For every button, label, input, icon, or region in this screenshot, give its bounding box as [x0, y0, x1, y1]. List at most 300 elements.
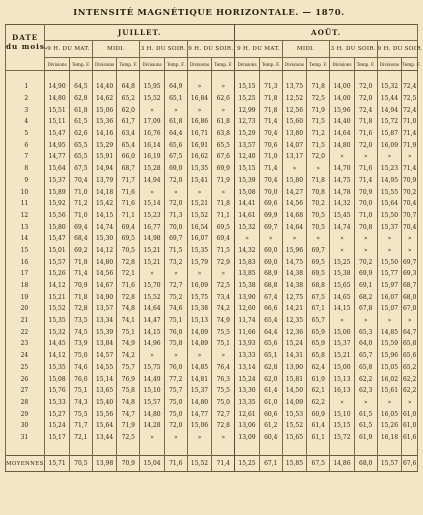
division-value: » — [235, 233, 260, 245]
temperature-value: 70,4 — [259, 175, 282, 187]
division-value: 15,26 — [45, 268, 70, 280]
temperature-value: 71,6 — [354, 128, 377, 140]
day-number: 11 — [6, 198, 45, 210]
division-value: 11,74 — [235, 315, 260, 327]
division-value: 12,35 — [282, 315, 307, 327]
temperature-value: » — [212, 186, 235, 198]
temperature-value: 72,1 — [69, 432, 92, 444]
divisions-header: Divisions — [140, 58, 165, 71]
day-number: 8 — [6, 163, 45, 175]
division-value: 14,80 — [187, 397, 212, 409]
temperature-value: 67,6 — [212, 151, 235, 163]
temperature-value: 75,2 — [164, 291, 187, 303]
temperature-value: 71,4 — [354, 175, 377, 187]
division-value: 15,37 — [330, 338, 355, 350]
time-header: 9 H. DU MAT. — [235, 41, 282, 58]
month-header-august: AOÛT. — [235, 25, 418, 41]
division-value: 16,19 — [140, 151, 165, 163]
temperature-value: 61,8 — [69, 104, 92, 116]
division-value: 17,09 — [140, 116, 165, 128]
division-value: 15,56 — [45, 210, 70, 222]
division-value: 12,61 — [235, 408, 260, 420]
division-value: » — [377, 151, 402, 163]
division-value: 14,85 — [187, 362, 212, 374]
temperature-value: 74,9 — [117, 338, 140, 350]
temperature-value: 61,5 — [354, 408, 377, 420]
temperature-value: 64,0 — [354, 338, 377, 350]
table-row — [6, 280, 418, 292]
division-value: 14,38 — [282, 280, 307, 292]
division-value: 15,32 — [235, 221, 260, 233]
division-value: 15,47 — [45, 128, 70, 140]
temperature-value: » — [164, 350, 187, 362]
mean-division-value: 15,85 — [282, 456, 307, 472]
temperature-value: 67,5 — [307, 291, 330, 303]
temperature-value: 71,8 — [307, 81, 330, 93]
division-value: 15,95 — [140, 81, 165, 93]
temperature-value: 70,4 — [402, 198, 418, 210]
temperature-value: 75,5 — [69, 408, 92, 420]
day-number: 29 — [6, 408, 45, 420]
table-row — [6, 385, 418, 397]
time-header: 3 H. DU SOIR. — [330, 41, 377, 58]
day-number: 18 — [6, 280, 45, 292]
temperature-value: » — [402, 397, 418, 409]
division-value: 16,84 — [187, 93, 212, 105]
division-value: 15,13 — [330, 373, 355, 385]
division-value: » — [140, 104, 165, 116]
division-value: 15,00 — [330, 362, 355, 374]
division-value: 15,08 — [45, 373, 70, 385]
division-value: 13,57 — [92, 303, 117, 315]
division-value: 12,36 — [282, 326, 307, 338]
month-header-july: JUILLET. — [45, 25, 235, 41]
day-number: 7 — [6, 151, 45, 163]
means-label: MOYENNES. — [6, 456, 45, 472]
division-value: 15,23 — [140, 210, 165, 222]
temperature-value: 72,8 — [117, 256, 140, 268]
day-number: 20 — [6, 303, 45, 315]
temperature-value: 65,5 — [69, 151, 92, 163]
division-value: 11,66 — [235, 326, 260, 338]
temperature-value: 75,5 — [212, 326, 235, 338]
division-value: 14,78 — [330, 186, 355, 198]
division-value: 15,08 — [235, 186, 260, 198]
temperature-value: 70,7 — [402, 210, 418, 222]
division-value: 14,74 — [92, 221, 117, 233]
temperature-value: 73,4 — [212, 291, 235, 303]
division-value: 15,21 — [187, 198, 212, 210]
table-row — [6, 175, 418, 187]
temperature-value: » — [354, 315, 377, 327]
temperature-value: 72,8 — [212, 420, 235, 432]
division-value: 12,73 — [235, 116, 260, 128]
division-value: 13,57 — [235, 139, 260, 151]
temperature-value: 70,2 — [354, 256, 377, 268]
table-row — [6, 186, 418, 198]
division-value: » — [187, 432, 212, 444]
division-value: 16,05 — [377, 408, 402, 420]
division-value: 14,74 — [330, 221, 355, 233]
temperature-value: 70,8 — [307, 186, 330, 198]
division-value: 15,35 — [45, 315, 70, 327]
division-value: 15,15 — [235, 163, 260, 175]
temperature-value: 61,6 — [402, 432, 418, 444]
division-value: 14,80 — [92, 256, 117, 268]
division-value: 14,62 — [92, 93, 117, 105]
division-value: 14,80 — [45, 93, 70, 105]
temperature-header: Temp. F. — [69, 58, 92, 71]
division-value: 14,07 — [282, 139, 307, 151]
division-value: 15,06 — [187, 420, 212, 432]
division-value: 15,15 — [330, 420, 355, 432]
temperature-value: 69,9 — [354, 268, 377, 280]
temperature-value: 71,2 — [307, 128, 330, 140]
temperature-value: 74,2 — [212, 303, 235, 315]
temperature-value: 65,8 — [307, 350, 330, 362]
mean-temperature-value: 70,9 — [117, 456, 140, 472]
temperature-value: 72,0 — [354, 93, 377, 105]
division-value: 15,37 — [377, 221, 402, 233]
temperature-value: 75,8 — [117, 385, 140, 397]
temperature-value: 62,1 — [307, 385, 330, 397]
day-number: 17 — [6, 268, 45, 280]
day-number: 15 — [6, 245, 45, 257]
division-value: 15,38 — [235, 280, 260, 292]
temperature-value: 69,9 — [212, 163, 235, 175]
table-row — [6, 93, 418, 105]
division-value: 14,65 — [330, 291, 355, 303]
division-value: 14,12 — [45, 280, 70, 292]
temperature-value: 74,8 — [117, 397, 140, 409]
temperature-value: 65,6 — [259, 338, 282, 350]
table-row — [6, 362, 418, 374]
division-value: 13,79 — [92, 175, 117, 187]
temperature-value: 72,1 — [117, 268, 140, 280]
temperature-value: 70,4 — [402, 221, 418, 233]
temperature-value: 60,6 — [259, 408, 282, 420]
division-value: 13,33 — [235, 350, 260, 362]
temperature-value: 68,7 — [402, 280, 418, 292]
division-value: 14,55 — [92, 362, 117, 374]
temperature-value: 74,6 — [164, 303, 187, 315]
temperature-header: Temp. F. — [117, 58, 140, 71]
table-row — [6, 104, 418, 116]
table-row — [6, 233, 418, 245]
table-row — [6, 315, 418, 327]
temperature-value: 71,3 — [259, 81, 282, 93]
temperature-value: 62,8 — [259, 362, 282, 374]
day-number: 16 — [6, 256, 45, 268]
division-value: 15,38 — [330, 268, 355, 280]
temperature-value: 65,7 — [354, 350, 377, 362]
temperature-value: 71,6 — [354, 163, 377, 175]
temperature-value: 71,0 — [69, 186, 92, 198]
division-value: 16,71 — [187, 128, 212, 140]
division-value: 15,96 — [377, 350, 402, 362]
temperature-value: 61,5 — [354, 420, 377, 432]
divisions-header: Divisions — [187, 58, 212, 71]
division-value: 14,15 — [140, 326, 165, 338]
temperature-value: 69,5 — [212, 221, 235, 233]
division-value: 14,94 — [92, 163, 117, 175]
temperature-value: 61,9 — [354, 432, 377, 444]
division-value: 13,90 — [282, 362, 307, 374]
division-value: 15,96 — [330, 104, 355, 116]
temperature-value: 76,3 — [212, 373, 235, 385]
temperature-value: 75,7 — [117, 362, 140, 374]
division-value: 15,21 — [330, 350, 355, 362]
temperature-value: 72,8 — [69, 303, 92, 315]
temperature-value: 68,7 — [117, 163, 140, 175]
division-value: 15,01 — [45, 245, 70, 257]
temperature-value: 65,9 — [307, 338, 330, 350]
temperature-value: 72,5 — [402, 93, 418, 105]
temperature-value: 72,9 — [212, 256, 235, 268]
division-value: » — [377, 245, 402, 257]
table-row — [6, 338, 418, 350]
temperature-value: » — [212, 104, 235, 116]
division-value: 14,95 — [377, 175, 402, 187]
temperature-value: 72,4 — [402, 104, 418, 116]
time-header: 9 H. DU SOIR. — [187, 41, 235, 58]
division-value: 16,14 — [140, 139, 165, 151]
temperature-value: 73,9 — [69, 338, 92, 350]
division-value: 14,31 — [282, 350, 307, 362]
division-value: 14,77 — [187, 408, 212, 420]
temperature-value: 70,8 — [354, 221, 377, 233]
division-value: » — [330, 151, 355, 163]
division-value: 15,52 — [140, 291, 165, 303]
division-value: 12,99 — [235, 104, 260, 116]
temperature-value: » — [212, 81, 235, 93]
day-number: 22 — [6, 326, 45, 338]
division-value: 16,09 — [377, 139, 402, 151]
division-value: 15,70 — [140, 280, 165, 292]
division-value: 15,35 — [45, 362, 70, 374]
temperature-value: 67,5 — [69, 163, 92, 175]
division-value: 15,21 — [140, 256, 165, 268]
temperature-value: 71,9 — [117, 420, 140, 432]
temperature-value: 68,2 — [354, 291, 377, 303]
division-value: 16,54 — [187, 221, 212, 233]
day-number: 13 — [6, 221, 45, 233]
day-number: 19 — [6, 291, 45, 303]
temperature-value: 70,9 — [354, 186, 377, 198]
division-value: 15,52 — [140, 93, 165, 105]
division-value: 15,13 — [187, 315, 212, 327]
day-number: 3 — [6, 104, 45, 116]
division-value: 14,16 — [92, 128, 117, 140]
temperature-header: Temp. F. — [259, 58, 282, 71]
temperature-value: » — [212, 432, 235, 444]
division-value: 13,85 — [235, 268, 260, 280]
division-value: 14,09 — [282, 397, 307, 409]
temperature-value: 64,4 — [164, 128, 187, 140]
division-value: 15,97 — [377, 280, 402, 292]
temperature-value: 64,8 — [117, 81, 140, 93]
temperature-value: 75,1 — [164, 315, 187, 327]
temperature-value: 70,0 — [259, 186, 282, 198]
day-number: 28 — [6, 397, 45, 409]
temperature-value: 71,8 — [307, 175, 330, 187]
division-value: 13,44 — [92, 432, 117, 444]
mean-division-value: 15,57 — [377, 456, 402, 472]
temperature-value: 72,0 — [164, 175, 187, 187]
division-value: 15,30 — [92, 233, 117, 245]
division-value: 14,75 — [330, 175, 355, 187]
temperature-value: 69,0 — [259, 245, 282, 257]
temperature-value: 67,1 — [307, 303, 330, 315]
temperature-value: 65,3 — [354, 326, 377, 338]
division-value: 16,02 — [377, 373, 402, 385]
table-row — [6, 210, 418, 222]
temperature-value: 65,7 — [307, 315, 330, 327]
temperature-value: 68,8 — [307, 280, 330, 292]
division-value: 15,87 — [377, 128, 402, 140]
temperature-value: 71,9 — [307, 104, 330, 116]
temperature-value: 68,9 — [259, 268, 282, 280]
divisions-header: Divisions — [235, 58, 260, 71]
division-value: 15,42 — [92, 198, 117, 210]
division-value: 14,90 — [92, 291, 117, 303]
temperature-value: 69,2 — [69, 245, 92, 257]
division-value: 14,12 — [92, 245, 117, 257]
division-value: 14,94 — [377, 104, 402, 116]
division-value: 13,34 — [92, 315, 117, 327]
division-value: 14,12 — [45, 350, 70, 362]
division-value: 15,81 — [282, 373, 307, 385]
temperature-value: 69,5 — [117, 233, 140, 245]
temperature-value: 70,5 — [307, 221, 330, 233]
page-title: INTENSITÉ MAGNÉTIQUE HORIZONTALE. — 1870. — [73, 8, 345, 18]
division-value: 15,37 — [45, 175, 70, 187]
temperature-value: 64,4 — [259, 326, 282, 338]
temperature-header: Temp. F. — [402, 58, 418, 71]
division-value: 14,81 — [187, 373, 212, 385]
temperature-value: 71,7 — [117, 175, 140, 187]
temperature-value: 71,8 — [259, 93, 282, 105]
temperature-value: 61,8 — [212, 116, 235, 128]
temperature-value: 69,6 — [259, 198, 282, 210]
time-header: 3 H. DU SOIR. — [140, 41, 187, 58]
temperature-value: 62,4 — [307, 362, 330, 374]
division-value: 14,94 — [140, 175, 165, 187]
division-value: 15,76 — [45, 385, 70, 397]
temperature-value: 71,5 — [307, 116, 330, 128]
division-value: 14,49 — [140, 373, 165, 385]
temperature-value: 72,0 — [354, 139, 377, 151]
temperature-value: 69,7 — [164, 233, 187, 245]
division-value: 15,60 — [282, 116, 307, 128]
mean-temperature-value: 67,5 — [307, 456, 330, 472]
table-row — [6, 373, 418, 385]
temperature-value: 71,5 — [212, 245, 235, 257]
division-value: 15,07 — [377, 303, 402, 315]
division-value: 14,98 — [140, 233, 165, 245]
division-value: 15,45 — [330, 210, 355, 222]
temperature-value: 75,0 — [69, 350, 92, 362]
temperature-value: 74,1 — [117, 315, 140, 327]
table-row — [6, 198, 418, 210]
day-number: 10 — [6, 186, 45, 198]
division-value: 15,77 — [377, 268, 402, 280]
temperature-value: 72,0 — [307, 151, 330, 163]
temperature-value: 72,8 — [117, 291, 140, 303]
mean-temperature-value: 67,6 — [402, 456, 418, 472]
division-value: 15,89 — [45, 186, 70, 198]
temperature-value: 67,5 — [164, 151, 187, 163]
mean-temperature-value: 67,1 — [259, 456, 282, 472]
division-value: 16,76 — [140, 128, 165, 140]
temperature-value: 70,9 — [69, 280, 92, 292]
temperature-value: 60,4 — [259, 432, 282, 444]
temperature-value: 71,9 — [402, 139, 418, 151]
division-value: 15,23 — [377, 163, 402, 175]
temperature-value: 74,2 — [117, 350, 140, 362]
temperature-value: 62,0 — [259, 373, 282, 385]
temperature-header: Temp. F. — [307, 58, 330, 71]
division-value: 15,47 — [45, 233, 70, 245]
temperature-value: 73,5 — [69, 315, 92, 327]
mean-division-value: 15,25 — [235, 456, 260, 472]
temperature-value: 65,2 — [402, 362, 418, 374]
temperature-value: 71,8 — [69, 291, 92, 303]
day-number: 1 — [6, 81, 45, 93]
temperature-value: 72,5 — [307, 93, 330, 105]
temperature-value: » — [164, 268, 187, 280]
division-value: » — [187, 81, 212, 93]
temperature-value: 74,5 — [69, 326, 92, 338]
temperature-value: 67,0 — [402, 303, 418, 315]
temperature-value: 69,9 — [259, 210, 282, 222]
division-value: 14,18 — [92, 186, 117, 198]
division-value: 13,06 — [235, 420, 260, 432]
temperature-value: 61,5 — [69, 116, 92, 128]
division-value: 14,00 — [330, 93, 355, 105]
division-value: 15,32 — [45, 326, 70, 338]
time-header: 9 H. DU MAT. — [45, 41, 92, 58]
division-value: 14,21 — [282, 303, 307, 315]
division-value: 15,21 — [140, 245, 165, 257]
division-value: 15,06 — [92, 104, 117, 116]
division-value: 15,53 — [282, 408, 307, 420]
division-value: 15,39 — [235, 175, 260, 187]
temperature-value: 71,0 — [354, 210, 377, 222]
table-row — [6, 432, 418, 444]
temperature-value: 62,0 — [117, 104, 140, 116]
division-value: 15,40 — [92, 397, 117, 409]
division-value: 15,72 — [377, 116, 402, 128]
division-value: 14,67 — [92, 280, 117, 292]
division-value: 14,77 — [45, 151, 70, 163]
temperature-value: 71,9 — [212, 175, 235, 187]
division-value: 14,50 — [282, 385, 307, 397]
temperature-value: 72,7 — [164, 280, 187, 292]
division-value: 16,62 — [187, 151, 212, 163]
temperature-value: 61,7 — [117, 116, 140, 128]
temperature-value: 62,2 — [402, 385, 418, 397]
temperature-value: 69,7 — [307, 245, 330, 257]
temperature-value: 69,7 — [259, 221, 282, 233]
temperature-value: » — [354, 233, 377, 245]
division-value: 14,41 — [235, 198, 260, 210]
division-value: 14,70 — [330, 163, 355, 175]
division-value: 13,09 — [235, 432, 260, 444]
division-value: 15,35 — [187, 245, 212, 257]
temperature-value: 71,5 — [164, 245, 187, 257]
division-value: 15,39 — [92, 326, 117, 338]
